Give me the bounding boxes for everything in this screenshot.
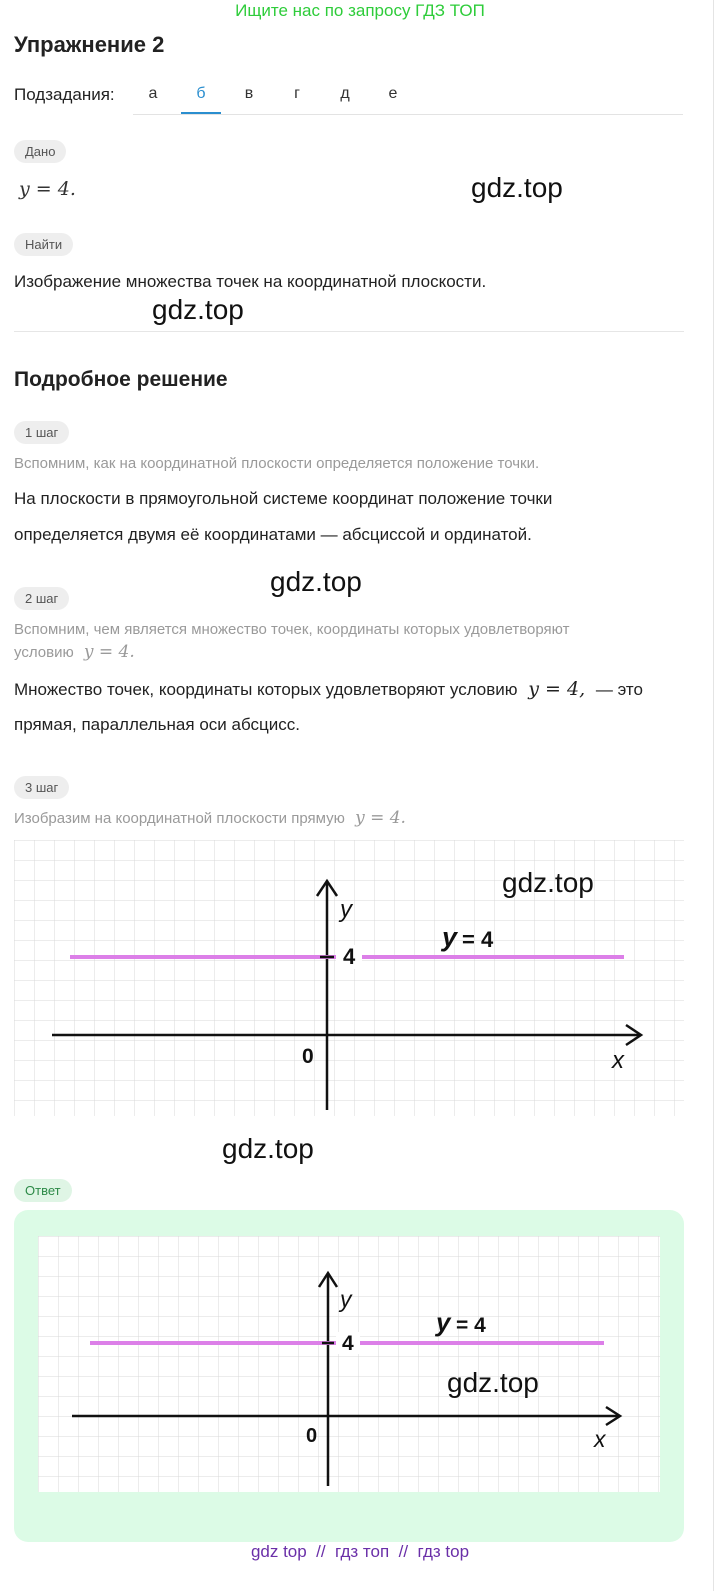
step-2-hint-b [14,641,135,664]
solution-title: Подробное решение [14,368,228,391]
step-2-line-1-text: Множество точек, координаты которых удовлетворяют условию [14,680,518,699]
given-pill: Дано [14,140,66,163]
promo-banner: Ищите нас по запросу ГДЗ ТОП [235,1,485,20]
step-2-hint-a: Вспомним, чем является множество точек, координаты которых удовлетворяют [14,621,570,638]
graph-grid [38,1236,660,1492]
footer-links[interactable]: gdz top // гдз топ // гдз top [250,1542,470,1561]
line-label-eq: = 4 [462,927,494,952]
step-2-line-1 [14,671,643,708]
watermark: gdz.top [270,566,362,597]
line-label-eq: = 4 [456,1314,486,1337]
subtask-tabs [133,80,683,115]
y-axis-label: y [340,896,352,923]
step-2-hint-math: y = 4. [83,642,135,662]
tab-e[interactable]: е [388,85,398,102]
step-2-hint-word: условию [14,644,74,661]
tab-g[interactable]: г [294,85,300,102]
x-axis-label: x [612,1047,624,1074]
step-3-hint-math: y = 4. [355,808,406,828]
exercise-title: Упражнение 2 [14,32,165,57]
subtasks-label: Подзадания: [14,85,115,104]
coordinate-plane-graph [14,840,684,1116]
given-expression: y = 4. [19,178,76,200]
step-2-line-2: прямая, параллельная оси абсцисс. [14,715,300,734]
line-label-var: y [442,922,458,952]
tab-b[interactable]: б [181,80,221,114]
origin-label: 0 [302,1045,314,1068]
right-divider [713,0,714,1591]
watermark: gdz.top [222,1133,314,1164]
tab-a[interactable]: а [148,85,158,102]
tick-label-4: 4 [343,944,356,969]
x-axis-label: x [594,1426,606,1452]
find-pill: Найти [14,233,73,256]
section-divider [14,331,684,332]
step-1-hint: Вспомним, как на координатной плоскости определяется положение точки. [14,455,540,472]
tab-v[interactable]: в [244,85,254,102]
tick-label-4: 4 [342,1332,354,1355]
answer-pill: Ответ [14,1179,72,1202]
origin-label: 0 [306,1425,318,1447]
tab-d[interactable]: д [340,85,350,102]
find-text: Изображение множества точек на координатной плоскости. [14,272,487,291]
step-2-pill: 2 шаг [14,587,69,610]
step-1-line-1: На плоскости в прямоугольной системе координат положение точки [14,489,553,508]
step-2-line-1-tail: — это [595,680,643,699]
step-3-pill: 3 шаг [14,776,69,799]
watermark: gdz.top [447,1367,539,1398]
step-1-line-2: определяется двумя её координатами — абсциссой и ординатой. [14,525,532,544]
answer-coordinate-plane-graph [38,1236,660,1492]
watermark: gdz.top [502,867,594,898]
step-3-hint-text: Изобразим на координатной плоскости прямую [14,810,345,827]
y-axis-label: y [340,1286,352,1312]
watermark: gdz.top [471,172,563,203]
step-3-hint [14,807,406,830]
watermark: gdz.top [152,294,244,325]
line-label-var: y [436,1307,451,1337]
step-2-line-1-math: y = 4, [528,678,586,700]
step-1-pill: 1 шаг [14,421,69,444]
